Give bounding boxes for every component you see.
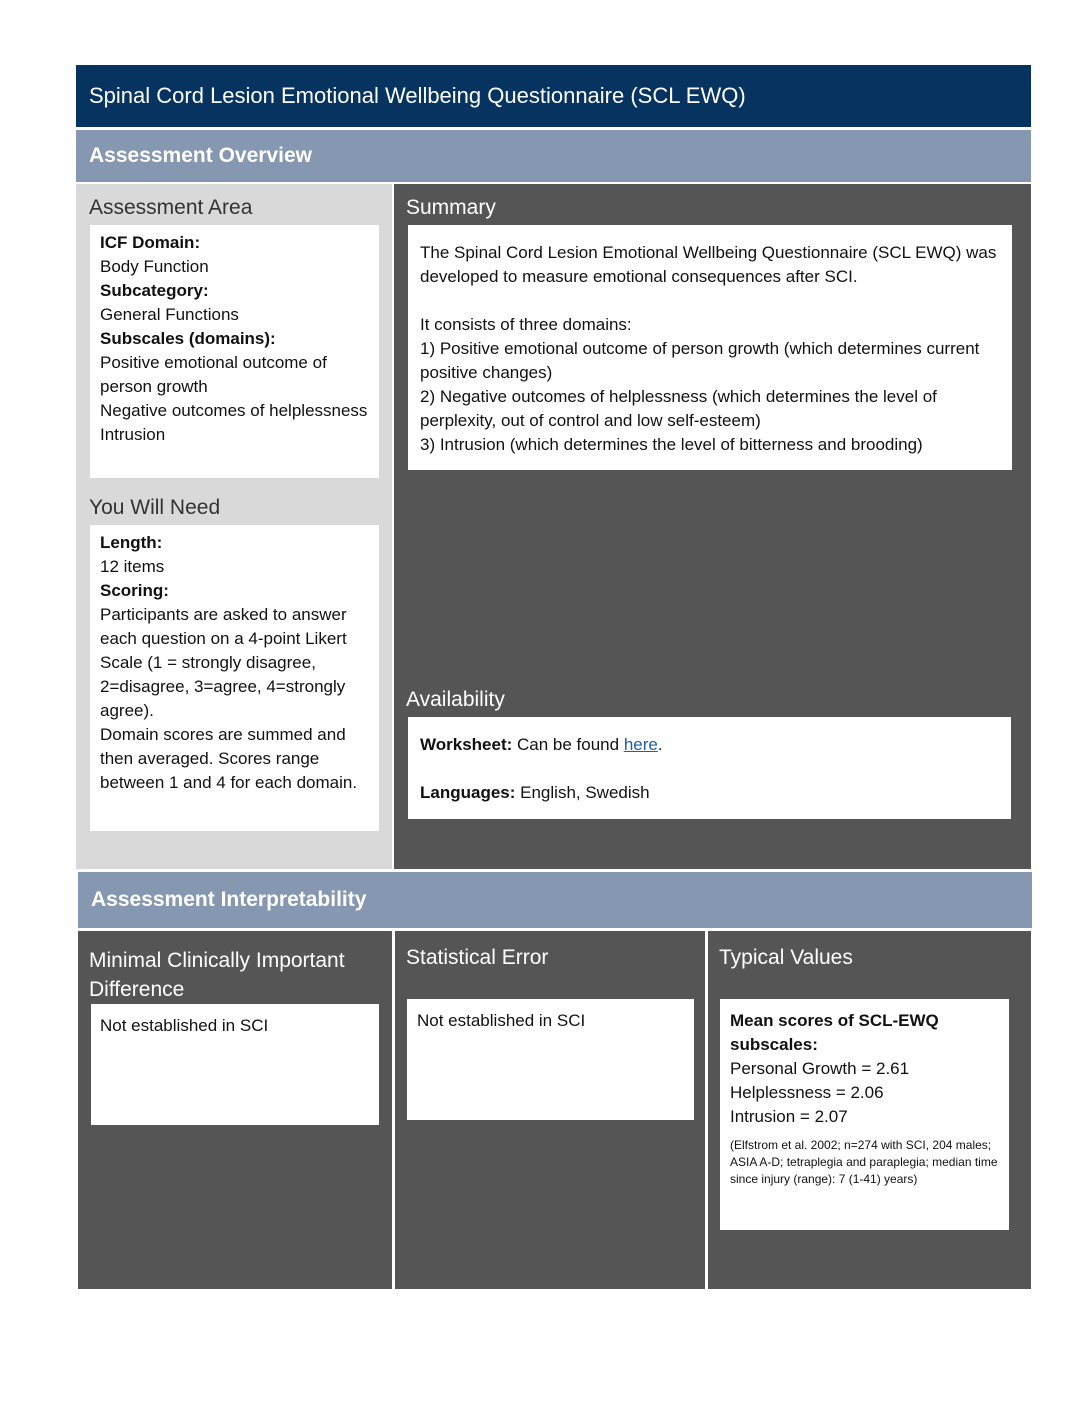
statistical-error-box xyxy=(407,999,694,1120)
mcid-text: Not established in SCI xyxy=(100,1016,269,1035)
scoring-domain-description: Domain scores are summed and then averaged. Scores range between 1 and 4 for each domain. xyxy=(100,725,358,792)
length-value: 12 items xyxy=(100,557,165,576)
summary-intro: The Spinal Cord Lesion Emotional Wellbeing Questionnaire (SCL EWQ) was developed to measure emotional consequences after SCI. xyxy=(420,243,997,286)
worksheet-link[interactable]: here xyxy=(623,735,658,754)
typical-value-item: Intrusion = 2.07 xyxy=(730,1107,848,1126)
summary-consists: It consists of three domains: xyxy=(420,315,632,334)
scoring-description: Participants are asked to answer each question on a 4-point Likert Scale (1 = strongly disagree, 2=disagree, 3=agree, 4=strongly agree). xyxy=(100,605,347,720)
languages-value: English, Swedish xyxy=(520,783,650,802)
typical-value-item: Personal Growth = 2.61 xyxy=(730,1059,910,1078)
icf-domain-label: ICF Domain: xyxy=(100,233,201,252)
you-will-need-heading: You Will Need xyxy=(89,496,221,519)
subscales-label: Subscales (domains): xyxy=(100,329,276,348)
availability-heading: Availability xyxy=(406,688,505,711)
subscale-item: Positive emotional outcome of person growth xyxy=(100,353,327,396)
subscale-item: Intrusion xyxy=(100,425,166,444)
length-label: Length: xyxy=(100,533,163,552)
summary-domain-item: 2) Negative outcomes of helplessness (which determines the level of perplexity, out of control and low self-esteem) xyxy=(420,387,937,430)
summary-heading: Summary xyxy=(406,196,496,219)
subcategory-value: General Functions xyxy=(100,305,239,324)
worksheet-line xyxy=(420,733,999,757)
assessment-area-heading: Assessment Area xyxy=(89,196,253,219)
mcid-heading: Minimal Clinically Important Difference xyxy=(89,949,345,1001)
icf-domain-value: Body Function xyxy=(100,257,209,276)
assessment-interpretability-heading: Assessment Interpretability xyxy=(78,872,1032,928)
mcid-box xyxy=(91,1004,379,1125)
typical-values-citation: (Elfstrom et al. 2002; n=274 with SCI, 204 males; ASIA A-D; tetraplegia and paraplegia; median time since injury (range): 7 (1-41) years) xyxy=(730,1138,998,1186)
summary-domain-item: 3) Intrusion (which determines the level of bitterness and brooding) xyxy=(420,435,923,454)
worksheet-period: . xyxy=(657,735,663,754)
typical-value-item: Helplessness = 2.06 xyxy=(730,1083,884,1102)
worksheet-label: Worksheet: xyxy=(420,735,513,754)
worksheet-text: Can be found xyxy=(517,735,620,754)
document-title: Spinal Cord Lesion Emotional Wellbeing Questionnaire (SCL EWQ) xyxy=(76,65,1031,127)
assessment-area-box xyxy=(90,225,379,478)
scoring-label: Scoring: xyxy=(100,581,169,600)
summary-box xyxy=(408,225,1012,470)
typical-values-box xyxy=(720,999,1009,1230)
languages-line xyxy=(420,781,999,805)
you-will-need-box xyxy=(90,525,379,831)
summary-domain-item: 1) Positive emotional outcome of person growth (which determines current positive changes) xyxy=(420,339,980,382)
subscale-item: Negative outcomes of helplessness xyxy=(100,401,368,420)
statistical-error-text: Not established in SCI xyxy=(417,1011,586,1030)
typical-values-title: Mean scores of SCL-EWQ subscales: xyxy=(730,1011,939,1054)
statistical-error-heading: Statistical Error xyxy=(406,946,549,969)
typical-values-heading: Typical Values xyxy=(719,946,853,969)
assessment-overview-heading: Assessment Overview xyxy=(76,130,1031,182)
subcategory-label: Subcategory: xyxy=(100,281,209,300)
availability-box xyxy=(408,717,1011,819)
languages-label: Languages: xyxy=(420,783,516,802)
